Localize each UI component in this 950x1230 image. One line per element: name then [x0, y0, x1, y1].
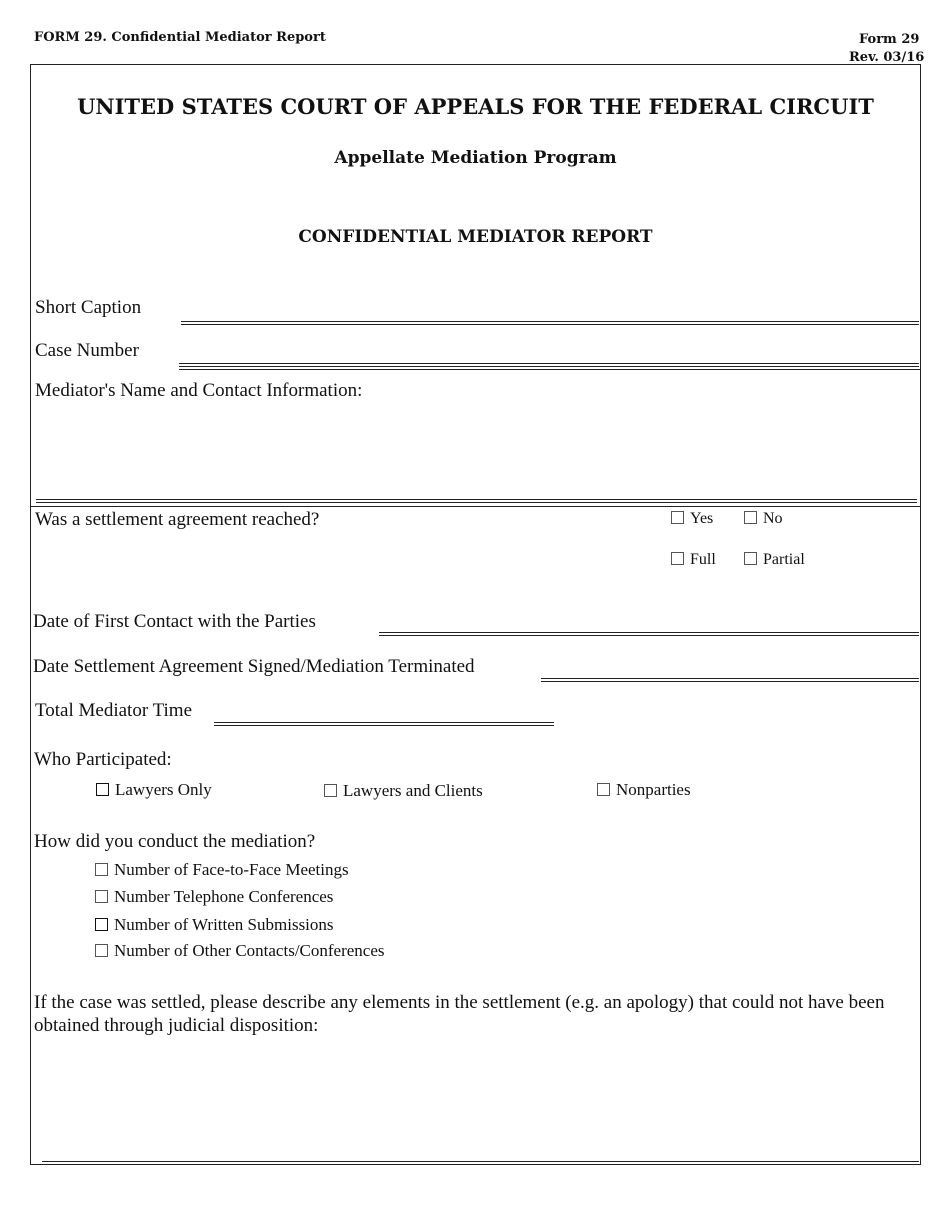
date-signed-label: Date Settlement Agreement Signed/Mediation Terminated	[33, 656, 475, 677]
conduct-telephone[interactable]	[95, 887, 333, 907]
divider	[179, 369, 921, 370]
total-time-field[interactable]	[214, 722, 554, 726]
form-label: FORM 29. Confidential Mediator Report	[34, 30, 326, 45]
checkbox[interactable]	[671, 552, 684, 565]
conduct-face-to-face[interactable]	[95, 860, 349, 880]
checkbox[interactable]	[96, 783, 109, 796]
option-label: Yes	[690, 510, 714, 527]
mediator-info-field[interactable]	[36, 499, 917, 503]
case-number-label: Case Number	[35, 340, 139, 361]
option-label: Nonparties	[616, 780, 691, 799]
short-caption-label: Short Caption	[35, 297, 142, 318]
total-time-label: Total Mediator Time	[35, 700, 193, 721]
checkbox[interactable]	[744, 511, 757, 524]
first-contact-field[interactable]	[379, 632, 919, 636]
settlement-partial-option[interactable]	[744, 551, 805, 569]
participant-lawyers-only[interactable]	[96, 780, 212, 800]
conduct-other[interactable]	[95, 941, 385, 961]
settlement-no-option[interactable]	[744, 510, 783, 528]
checkbox[interactable]	[95, 944, 108, 957]
court-title: UNITED STATES COURT OF APPEALS FOR THE FEDERAL CIRCUIT	[77, 94, 874, 119]
settlement-yes-option[interactable]	[671, 510, 713, 528]
settlement-question: Was a settlement agreement reached?	[35, 509, 320, 530]
elements-field[interactable]	[42, 1161, 919, 1165]
first-contact-label: Date of First Contact with the Parties	[33, 611, 316, 632]
checkbox[interactable]	[95, 890, 108, 903]
checkbox[interactable]	[95, 918, 108, 931]
checkbox[interactable]	[95, 863, 108, 876]
option-label: Number of Other Contacts/Conferences	[114, 941, 385, 960]
conduct-question: How did you conduct the mediation?	[34, 831, 316, 852]
short-caption-field[interactable]	[181, 321, 919, 325]
date-signed-field[interactable]	[541, 678, 919, 682]
elements-question: If the case was settled, please describe any elements in the settlement (e.g. an apology) that could not have been obtained through judicial disposition:	[34, 992, 885, 1036]
report-title: CONFIDENTIAL MEDIATOR REPORT	[298, 227, 653, 247]
participant-nonparties[interactable]	[597, 780, 691, 800]
checkbox[interactable]	[597, 783, 610, 796]
option-label: Full	[690, 551, 716, 568]
settlement-full-option[interactable]	[671, 551, 716, 569]
participant-lawyers-clients[interactable]	[324, 781, 483, 801]
form-revision: Rev. 03/16	[849, 50, 925, 65]
divider	[30, 506, 921, 507]
option-label: Number of Written Submissions	[114, 915, 334, 934]
option-label: Number Telephone Conferences	[114, 887, 334, 906]
option-label: Partial	[763, 551, 805, 568]
checkbox[interactable]	[671, 511, 684, 524]
mediator-info-label: Mediator's Name and Contact Information:	[35, 380, 363, 401]
option-label: Lawyers Only	[115, 780, 212, 799]
option-label: No	[763, 510, 783, 527]
case-number-field[interactable]	[179, 363, 919, 367]
checkbox[interactable]	[324, 784, 337, 797]
form-number: Form 29	[859, 32, 920, 47]
option-label: Number of Face-to-Face Meetings	[114, 860, 349, 879]
participants-question: Who Participated:	[34, 749, 172, 770]
program-title: Appellate Mediation Program	[334, 148, 617, 168]
option-label: Lawyers and Clients	[343, 781, 483, 800]
checkbox[interactable]	[744, 552, 757, 565]
conduct-written[interactable]	[95, 915, 334, 935]
